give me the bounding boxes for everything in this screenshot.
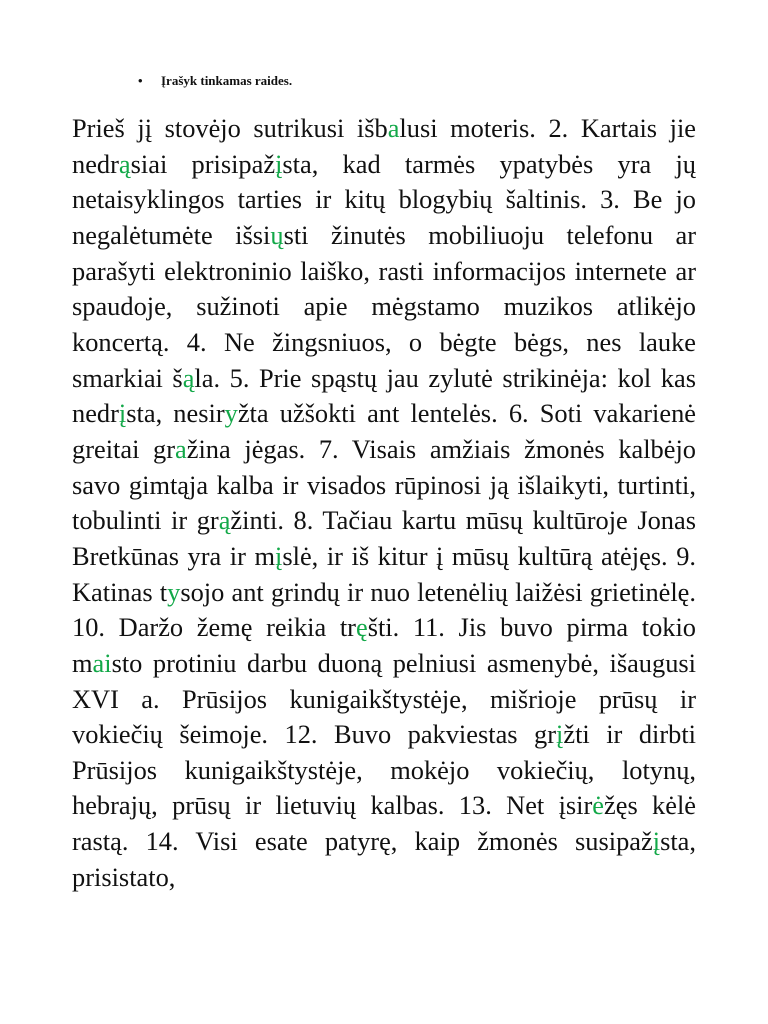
- exercise-paragraph: [72, 111, 696, 895]
- text-segment: žęs kėlė rastą. 14. Visi esate patyrę, kaip žmonės susipaž: [72, 790, 697, 857]
- text-segment: žta užšokti ant lentelės. 6. Soti vakarienė greitai gr: [72, 398, 696, 464]
- text-segment: siai prisipaž: [130, 148, 276, 179]
- text-segment: sto protiniu darbu duoną pelniusi asmenybė, išaugusi XVI a. Prūsijos kunigaikštystėje, mišrioje prūsų ir vokiečių šeimoje. 12. Buvo pakviestas gr: [72, 647, 696, 750]
- text-segment: šti. 11. Jis buvo pirma tokio m: [72, 612, 696, 678]
- bullet-marker: •: [138, 73, 143, 88]
- text-segment: lusi moteris. 2. Kartais jie nedr: [72, 113, 696, 179]
- inserted-letter: y: [167, 576, 181, 607]
- inserted-letter: į: [556, 719, 564, 750]
- inserted-letter: į: [652, 826, 661, 857]
- text-segment: Prieš jį stovėjo sutrikusi išb: [72, 113, 388, 143]
- instruction-text: Įrašyk tinkamas raides.: [161, 73, 293, 88]
- text-segment: sta, prisistato,: [72, 826, 696, 892]
- text-segment: žinti. 8. Tačiau kartu mūsų kultūroje Jonas Bretkūnas yra ir m: [72, 505, 696, 571]
- inserted-letter: ą: [182, 362, 195, 393]
- text-segment: sta, kad tarmės ypatybės yra jų netaisyklingos tarties ir kitų blogybių šaltinis. 3. Be jo negalėtumėte išsi: [72, 148, 696, 250]
- instruction-bullet-item: [138, 73, 292, 89]
- inserted-letter: ą: [118, 148, 131, 179]
- inserted-letter: į: [275, 540, 283, 571]
- text-segment: sojo ant grindų ir nuo letenėlių laižėsi grietinėlę. 10. Daržo žemę reikia tr: [72, 576, 696, 643]
- text-segment: sta, nesir: [126, 398, 225, 429]
- text-segment: žti ir dirbti Prūsijos kunigaikštystėje, mokėjo vokiečių, lotynų, hebrajų, prūsų ir lietuvių kalbas. 13. Net įsir: [72, 719, 696, 821]
- text-segment: žina jėgas. 7. Visais amžiais žmonės kalbėjo savo gimtąja kalba ir visados rūpinosi ją išlaikyti, turtinti, tobulinti ir gr: [72, 433, 696, 536]
- inserted-letter: ę: [355, 612, 368, 643]
- inserted-letter: ą: [218, 505, 231, 536]
- inserted-letter: a: [387, 113, 400, 143]
- inserted-letter: į: [118, 398, 127, 429]
- inserted-letter: a: [175, 433, 187, 464]
- text-segment: slė, ir iš kitur į mūsų kultūrą atėjęs. 9. Katinas t: [72, 540, 696, 607]
- inserted-letter: į: [275, 148, 283, 179]
- text-segment: la. 5. Prie spąstų jau zylutė strikinėja: kol kas nedr: [72, 362, 696, 429]
- inserted-letter: ai: [92, 647, 112, 678]
- inserted-letter: ų: [270, 219, 284, 250]
- text-segment: sti žinutės mobiliuoju telefonu ar parašyti elektroninio laiško, rasti informacijos internete ar spaudoje, sužinoti apie mėgstamo muzikos atlikėjo koncertą. 4. Ne žingsniuos, o bėgte bėgs, nes lauke smarkiai š: [72, 219, 696, 393]
- inserted-letter: ė: [592, 790, 605, 821]
- inserted-letter: y: [224, 398, 238, 429]
